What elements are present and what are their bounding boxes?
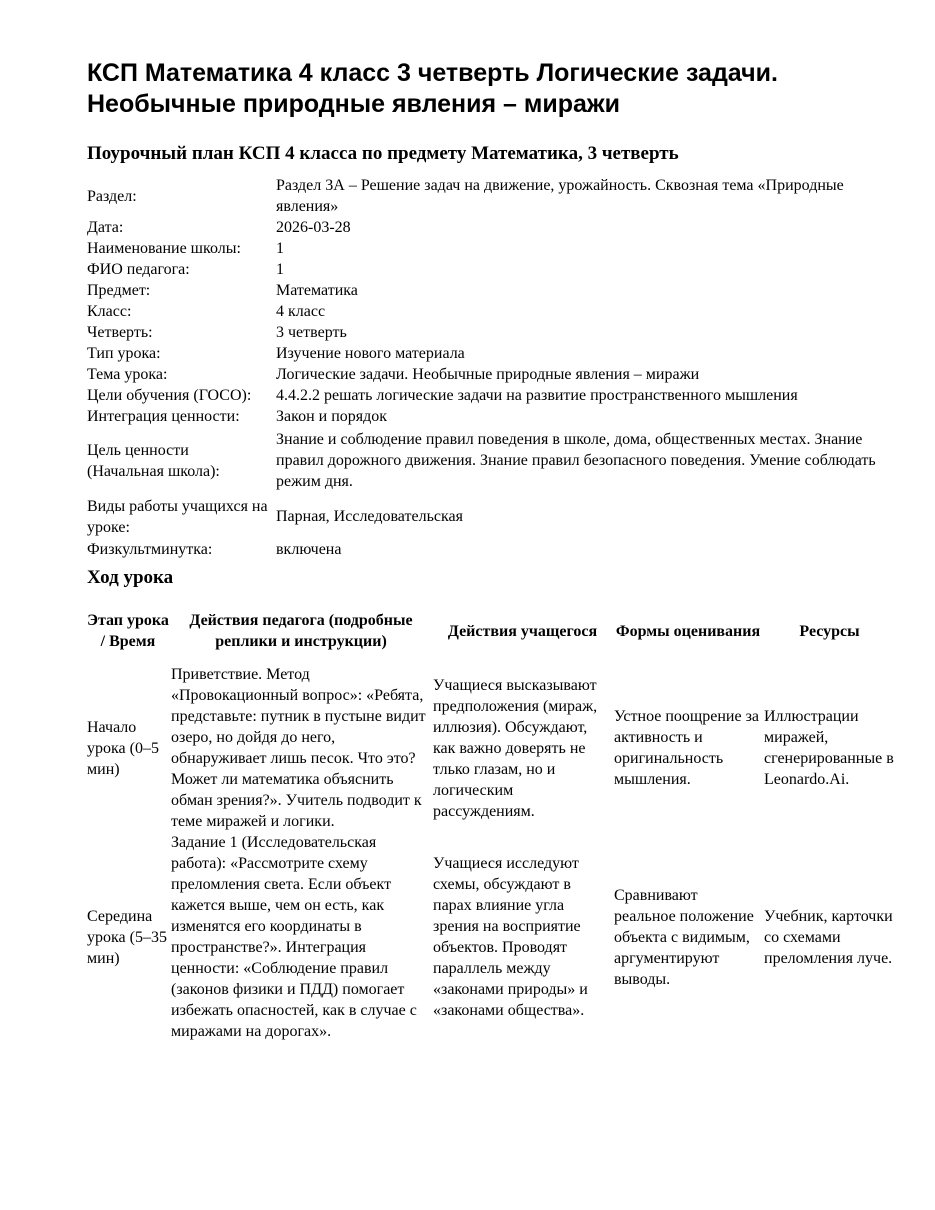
info-value: 1 <box>276 261 284 278</box>
info-value: 3 четверть <box>276 324 347 341</box>
plan-teacher-actions: Задание 1 (Исследовательская работа): «Рассмотрите схему преломления света. Если объект кажется выше, чем он есть, как изменятся его координаты в пространстве?». Интеграция ценности: «Соблюдение правил (законов физики и ПДД) помогает избежать опасностей, как в случае с миражами на дорогах». <box>171 834 417 1040</box>
info-value: Математика <box>276 282 358 299</box>
plan-student-actions: Учащиеся исследуют схемы, обсуждают в парах влияние угла зрения на восприятие объектов. Проводят параллель между «законами природы» и «законами общества». <box>433 855 588 1019</box>
info-row <box>86 427 896 494</box>
plan-header-stage: Этап урока / Время <box>87 612 169 650</box>
info-value: 4.4.2.2 решать логические задачи на развитие пространственного мышления <box>276 387 798 404</box>
info-value: 1 <box>276 240 284 257</box>
plan-header-row <box>86 598 896 664</box>
info-row <box>86 259 896 280</box>
info-value: Раздел 3А – Решение задач на движение, урожайность. Сквозная тема «Природные явления» <box>276 177 844 215</box>
info-key: Тип урока: <box>87 345 161 362</box>
info-key: Класс: <box>87 303 132 320</box>
info-value: Закон и порядок <box>276 408 388 425</box>
info-key: Виды работы учащихся на уроке: <box>87 497 268 536</box>
info-key: Цель ценности (Начальная школа): <box>87 441 220 480</box>
info-key: Тема урока: <box>87 366 168 383</box>
info-row <box>86 322 896 343</box>
document-title: КСП Математика 4 класс 3 четверть Логические задачи. Необычные природные явления – миражи <box>87 59 778 118</box>
plan-stage: Середина урока (5–35 мин) <box>87 907 167 967</box>
lesson-heading: Ход урока <box>87 567 174 588</box>
plan-header-resources: Ресурсы <box>799 622 860 640</box>
info-row <box>86 301 896 322</box>
info-value: Изучение нового материала <box>276 345 465 362</box>
info-value: 2026-03-28 <box>276 219 351 236</box>
plan-header-teacher: Действия педагога (подробные реплики и инструкции) <box>189 612 413 650</box>
info-key: Наименование школы: <box>87 240 241 257</box>
plan-header-assessment: Формы оценивания <box>615 622 761 640</box>
info-key: Цели обучения (ГОСО): <box>87 387 252 404</box>
plan-resources: Иллюстрации миражей, сгенерированные в Leonardo.Ai. <box>764 708 894 788</box>
info-key: Интеграция ценности: <box>87 408 240 425</box>
plan-assessment: Сравнивают реальное положение объекта с видимым, аргументируют выводы. <box>614 886 754 988</box>
info-row <box>86 385 896 406</box>
info-key-cell <box>86 427 275 494</box>
info-value: Парная, Исследовательская <box>276 508 463 525</box>
lesson-info-table <box>86 175 896 560</box>
info-row <box>86 364 896 385</box>
info-row <box>86 280 896 301</box>
info-key: Четверть: <box>87 324 153 341</box>
info-row <box>86 217 896 238</box>
info-row <box>86 343 896 364</box>
plan-student-actions: Учащиеся высказывают предположения (мираж, иллюзия). Обсуждают, как важно доверять не тлько глазам, но и логическим рассуждениям. <box>433 676 598 820</box>
plan-assessment: Устное поощрение за активность и оригинальность мышления. <box>614 708 759 788</box>
info-value: 4 класс <box>276 303 326 320</box>
plan-resources: Учебник, карточки со схемами преломления луче. <box>764 907 893 967</box>
document-subtitle: Поурочный план КСП 4 класса по предмету Математика, 3 четверть <box>87 143 679 164</box>
plan-header-student: Действия учащегося <box>447 622 598 640</box>
plan-row <box>86 664 896 832</box>
info-row <box>86 406 896 427</box>
info-row <box>86 175 896 217</box>
info-value: Логические задачи. Необычные природные явления – миражи <box>276 366 700 383</box>
plan-stage: Начало урока (0–5 мин) <box>87 718 159 778</box>
info-key: Раздел: <box>87 187 137 205</box>
info-value: включена <box>276 541 342 558</box>
info-key-cell <box>86 494 275 539</box>
info-key: Предмет: <box>87 282 151 299</box>
info-key: Дата: <box>87 219 124 236</box>
info-row <box>86 494 896 539</box>
info-row <box>86 539 896 560</box>
info-key: ФИО педагога: <box>87 261 190 278</box>
plan-teacher-actions: Приветствие. Метод «Провокационный вопрос»: «Ребята, представьте: путник в пустыне видит озеро, но дойдя до него, обнаруживает лишь песок. Что это? Может ли математика объяснить обман зрения?». Учитель подводит к теме миражей и логики. <box>171 666 426 830</box>
info-value: Знание и соблюдение правил поведения в школе, дома, общественных местах. Знание правил дорожного движения. Знание правил безопасного поведения. Умение соблюдать режим дня. <box>276 431 876 490</box>
lesson-plan-table <box>86 598 896 1042</box>
info-row <box>86 238 896 259</box>
plan-row <box>86 832 896 1042</box>
info-key: Физкультминутка: <box>87 541 213 558</box>
